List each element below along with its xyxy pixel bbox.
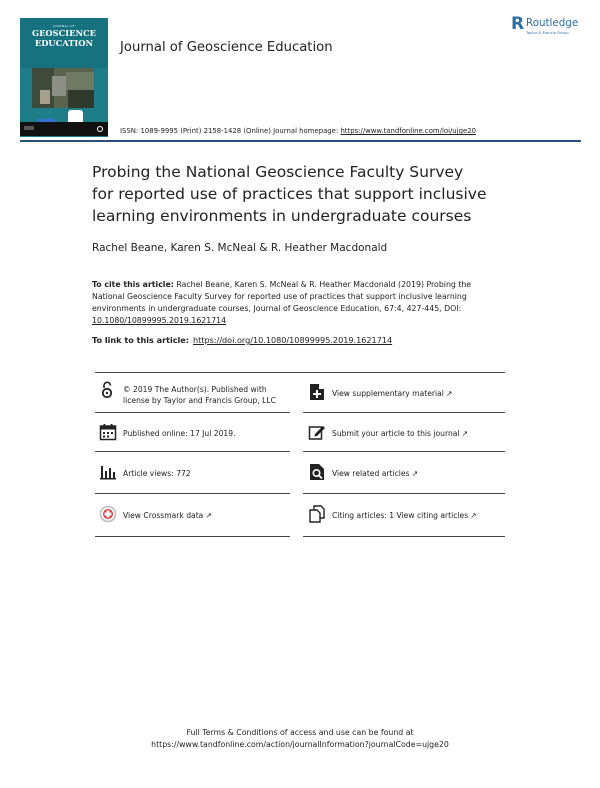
view-crossmark-link[interactable] (99, 505, 289, 525)
citation-doi-link[interactable]: 10.1080/10899995.2019.1621714 (92, 316, 227, 325)
article-title-line-3: learning environments in undergraduate courses (92, 207, 472, 225)
crossmark-label: View Crossmark data (123, 511, 204, 520)
header-divider (20, 140, 581, 142)
page-footer (0, 727, 600, 751)
citing-articles-link[interactable] (308, 505, 503, 525)
copy-documents-icon (308, 505, 326, 523)
external-link-icon: ↗ (470, 511, 477, 520)
bar-chart-icon (99, 463, 117, 481)
cover-kicker: JOURNAL OF (53, 24, 75, 28)
add-document-icon (308, 383, 326, 401)
article-title-line-2: for reported use of practices that support inclusive (92, 185, 487, 203)
external-link-icon: ↗ (461, 429, 468, 438)
submit-label: Submit your article to this journal (332, 429, 460, 438)
citation-label: To cite this article: (92, 280, 174, 289)
citation-line-3: environments in undergraduate courses, Journal of Geoscience Education, 67:4, 427-445, DOI: (92, 304, 462, 313)
journal-title: Journal of Geoscience Education (120, 40, 333, 55)
license-line-2: license by Taylor and Francis Group, LLC (123, 396, 276, 405)
publisher-logo (511, 14, 591, 40)
open-access-icon (99, 381, 117, 399)
publisher-name: Routledge (526, 17, 579, 29)
search-document-icon (308, 463, 326, 481)
link-label: To link to this article: (92, 335, 190, 345)
published-label: Published online: 17 Jul 2019. (123, 429, 236, 438)
supplementary-label: View supplementary material (332, 389, 444, 398)
issn-text: ISSN: 1089-9995 (Print) 2158-1428 (Online) Journal homepage: (120, 127, 341, 135)
article-title-line-1: Probing the National Geoscience Faculty Survey (92, 163, 464, 181)
view-supplementary-link[interactable] (308, 383, 503, 403)
issn-line (120, 127, 476, 135)
view-related-articles-link[interactable] (308, 463, 503, 483)
info-grid-rule (303, 536, 505, 537)
cover-footer-bar (20, 122, 108, 136)
info-grid-rule (303, 493, 505, 494)
info-grid-rule (95, 493, 290, 494)
calendar-icon (99, 423, 117, 441)
info-grid-rule (95, 412, 290, 413)
info-grid-rule (303, 451, 505, 452)
footer-terms-link[interactable]: https://www.tandfonline.com/action/journalInformation?journalCode=ujge20 (151, 740, 449, 749)
cover-footer-wordmark (24, 126, 34, 130)
journal-cover-image (20, 18, 108, 137)
citation-line-1: Rachel Beane, Karen S. McNeal & R. Heather Macdonald (2019) Probing the (173, 280, 472, 289)
article-views (99, 463, 289, 483)
cover-footer-logo-icon (97, 126, 103, 132)
citation-line-2: National Geoscience Faculty Survey for reported use of practices that support inclusive learning (92, 292, 467, 301)
license-line-1: © 2019 The Author(s). Published with (123, 385, 267, 394)
cover-title-line-2: EDUCATION (34, 37, 94, 48)
cover-title (20, 29, 108, 48)
citing-label: Citing articles: 1 View citing articles (332, 511, 469, 520)
info-grid-rule (303, 412, 505, 413)
published-date (99, 423, 289, 443)
external-link-icon: ↗ (445, 389, 453, 398)
publisher-subtitle: Taylor & Francis Group (526, 30, 569, 35)
article-authors: Rachel Beane, Karen S. McNeal & R. Heather Macdonald (92, 242, 388, 254)
external-link-icon: ↗ (411, 469, 418, 478)
footer-terms-text: Full Terms & Conditions of access and use can be found at (186, 728, 414, 737)
info-grid-rule (95, 536, 290, 537)
external-link-icon: ↗ (205, 511, 212, 520)
citation-block (92, 279, 512, 327)
crossmark-icon (99, 505, 117, 523)
article-doi-link[interactable]: https://doi.org/10.1080/10899995.2019.1621714 (193, 335, 393, 345)
views-label: Article views: 772 (123, 469, 191, 478)
submit-article-link[interactable] (308, 423, 503, 443)
info-grid-rule (95, 451, 290, 452)
publisher-r-icon: R (511, 14, 525, 34)
cover-title-line-1: GEOSCIENCE (32, 28, 96, 38)
journal-homepage-link[interactable]: https://www.tandfonline.com/loi/ujge20 (340, 127, 476, 135)
article-link-line (92, 335, 392, 345)
license-info (99, 381, 289, 407)
edit-icon (308, 423, 326, 441)
article-title (92, 161, 532, 227)
cover-photo (32, 68, 94, 108)
info-grid-rule-top (95, 372, 505, 373)
related-label: View related articles (332, 469, 410, 478)
